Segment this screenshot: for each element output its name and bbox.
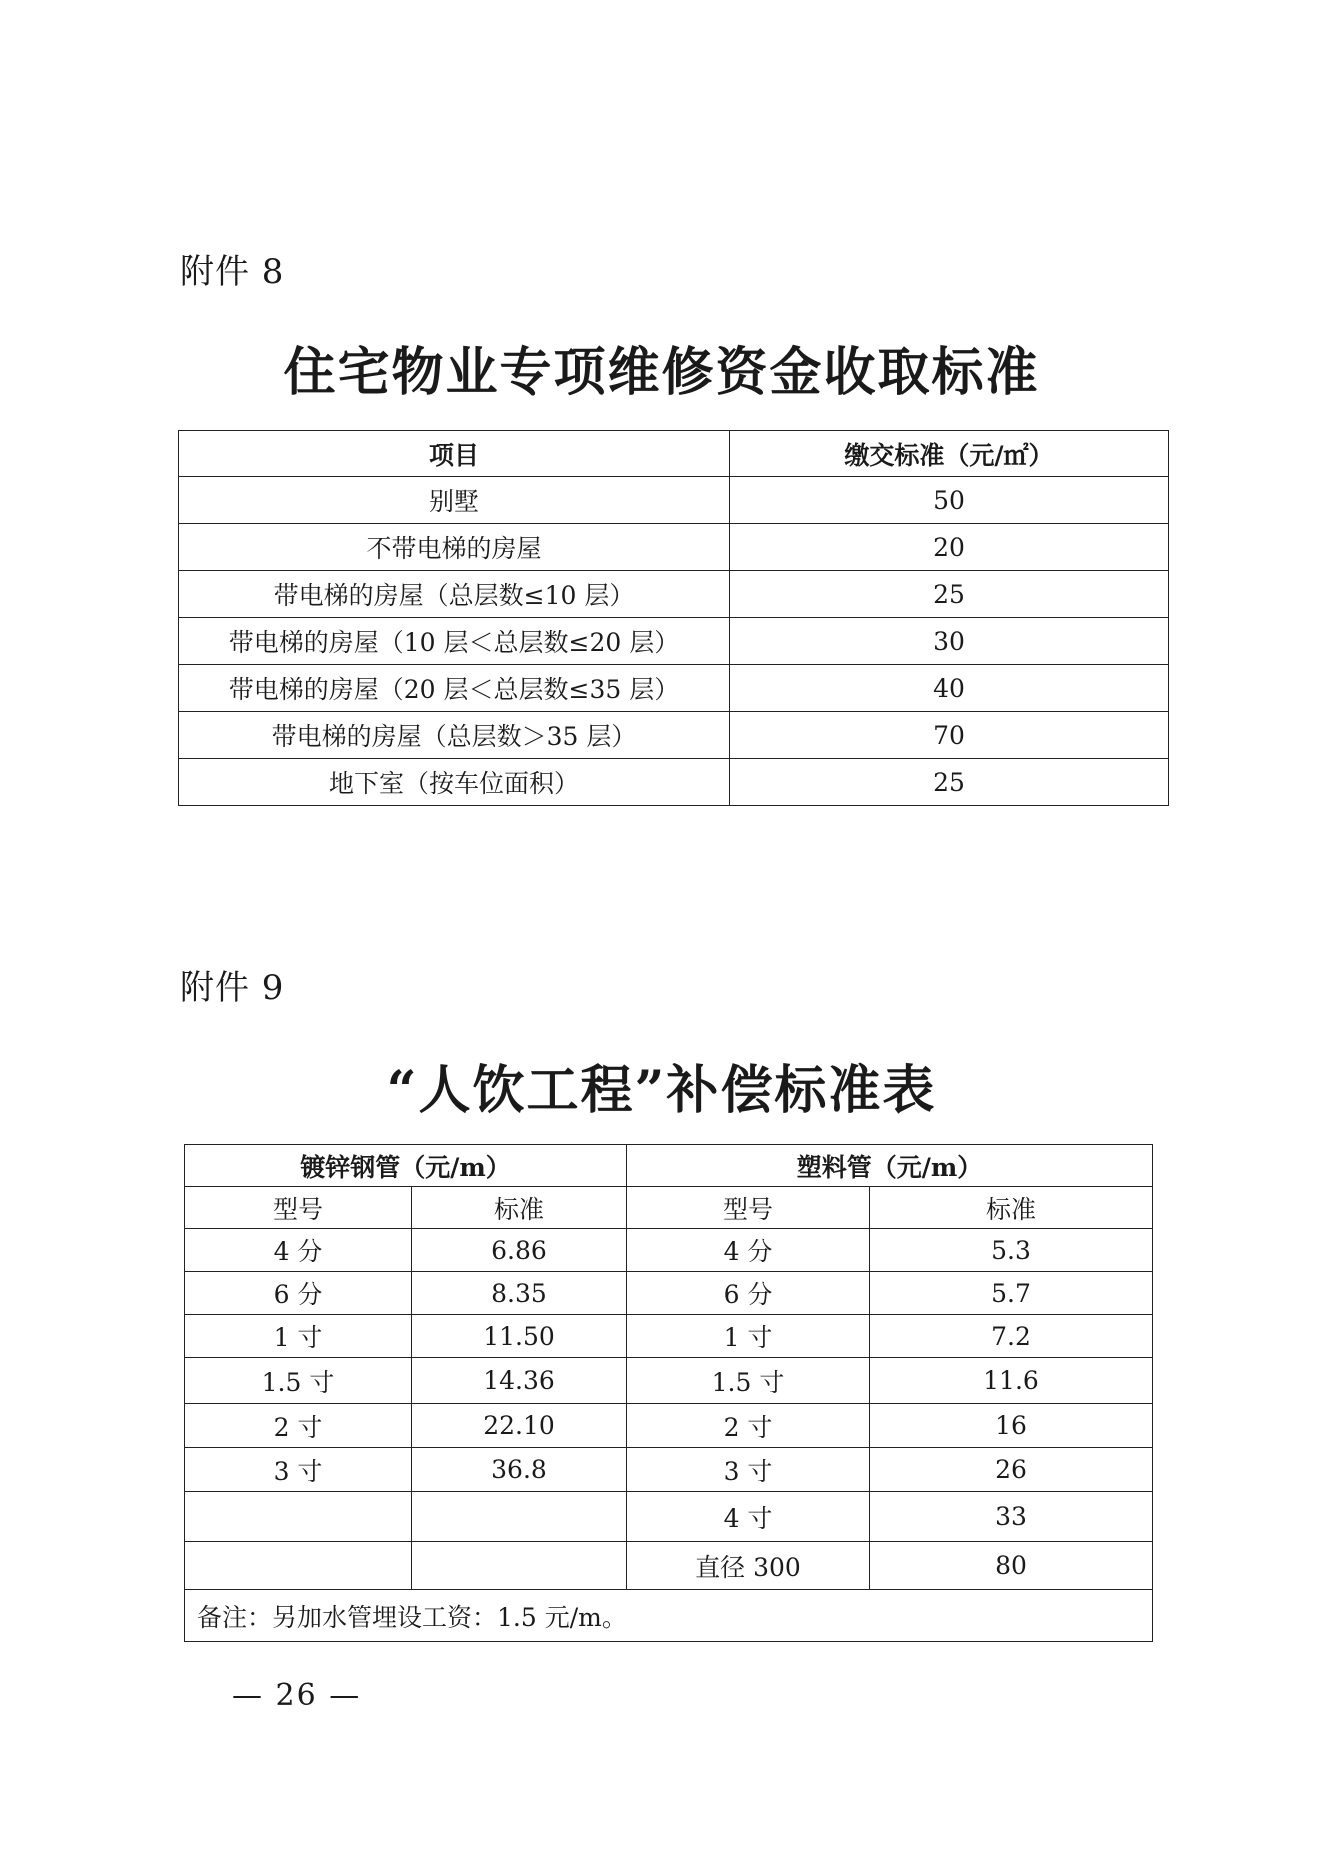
table-row [179, 477, 1169, 524]
row-item: 别墅 [179, 477, 730, 524]
water-project-compensation-table [184, 1144, 1153, 1642]
plastic-standard: 5.3 [870, 1229, 1153, 1272]
plastic-standard: 26 [870, 1448, 1153, 1492]
plastic-standard: 80 [870, 1542, 1153, 1590]
header-item: 项目 [179, 431, 730, 477]
header-plastic-standard: 标准 [870, 1187, 1153, 1229]
plastic-model: 2 寸 [627, 1404, 870, 1448]
table-row [185, 1542, 1153, 1590]
row-item: 带电梯的房屋（总层数＞35 层） [179, 712, 730, 759]
steel-standard: 11.50 [412, 1315, 627, 1358]
row-fee: 20 [730, 524, 1169, 571]
steel-model [185, 1542, 412, 1590]
annex-9-title: “人饮工程”补偿标准表 [386, 1060, 937, 1121]
row-fee: 70 [730, 712, 1169, 759]
table-row [185, 1272, 1153, 1315]
table-row [185, 1315, 1153, 1358]
plastic-standard: 7.2 [870, 1315, 1153, 1358]
steel-model: 1.5 寸 [185, 1358, 412, 1404]
steel-standard: 6.86 [412, 1229, 627, 1272]
row-item: 带电梯的房屋（20 层＜总层数≤35 层） [179, 665, 730, 712]
plastic-standard: 11.6 [870, 1358, 1153, 1404]
row-fee: 30 [730, 618, 1169, 665]
table-row [179, 571, 1169, 618]
page-number: — 26 — [232, 1678, 362, 1713]
plastic-model: 4 寸 [627, 1492, 870, 1542]
header-plastic-model: 型号 [627, 1187, 870, 1229]
plastic-standard: 33 [870, 1492, 1153, 1542]
steel-standard: 22.10 [412, 1404, 627, 1448]
table-row [179, 759, 1169, 806]
plastic-model: 6 分 [627, 1272, 870, 1315]
steel-model: 2 寸 [185, 1404, 412, 1448]
steel-model: 6 分 [185, 1272, 412, 1315]
row-fee: 40 [730, 665, 1169, 712]
row-item: 带电梯的房屋（总层数≤10 层） [179, 571, 730, 618]
sub-header-row [185, 1187, 1153, 1229]
table-row [179, 712, 1169, 759]
table-row [179, 524, 1169, 571]
steel-standard: 36.8 [412, 1448, 627, 1492]
steel-standard [412, 1542, 627, 1590]
table-row [179, 618, 1169, 665]
row-fee: 25 [730, 571, 1169, 618]
table-header-row [179, 431, 1169, 477]
plastic-model: 4 分 [627, 1229, 870, 1272]
note-row [185, 1590, 1153, 1642]
steel-model: 1 寸 [185, 1315, 412, 1358]
row-item: 不带电梯的房屋 [179, 524, 730, 571]
maintenance-fund-table [178, 430, 1169, 806]
steel-standard: 14.36 [412, 1358, 627, 1404]
steel-standard [412, 1492, 627, 1542]
plastic-standard: 5.7 [870, 1272, 1153, 1315]
row-item: 带电梯的房屋（10 层＜总层数≤20 层） [179, 618, 730, 665]
plastic-model: 3 寸 [627, 1448, 870, 1492]
header-fee-standard: 缴交标准（元/㎡） [730, 431, 1169, 477]
row-fee: 25 [730, 759, 1169, 806]
group-header-row [185, 1145, 1153, 1187]
plastic-model: 直径 300 [627, 1542, 870, 1590]
steel-model: 3 寸 [185, 1448, 412, 1492]
annex-8-title: 住宅物业专项维修资金收取标准 [283, 342, 1040, 403]
header-steel-standard: 标准 [412, 1187, 627, 1229]
plastic-model: 1 寸 [627, 1315, 870, 1358]
plastic-standard: 16 [870, 1404, 1153, 1448]
plastic-model: 1.5 寸 [627, 1358, 870, 1404]
header-steel-model: 型号 [185, 1187, 412, 1229]
steel-standard: 8.35 [412, 1272, 627, 1315]
table-row [179, 665, 1169, 712]
header-plastic-pipe: 塑料管（元/m） [627, 1145, 1153, 1187]
table-row [185, 1404, 1153, 1448]
annex-9-label: 附件 9 [180, 968, 285, 1008]
steel-model: 4 分 [185, 1229, 412, 1272]
table-row [185, 1358, 1153, 1404]
annex-8-label: 附件 8 [180, 252, 285, 292]
row-fee: 50 [730, 477, 1169, 524]
header-galvanized-steel-pipe: 镀锌钢管（元/m） [185, 1145, 627, 1187]
table-row [185, 1492, 1153, 1542]
table-note: 备注：另加水管埋设工资：1.5 元/m。 [185, 1590, 1153, 1642]
table-row [185, 1448, 1153, 1492]
table-row [185, 1229, 1153, 1272]
row-item: 地下室（按车位面积） [179, 759, 730, 806]
steel-model [185, 1492, 412, 1542]
